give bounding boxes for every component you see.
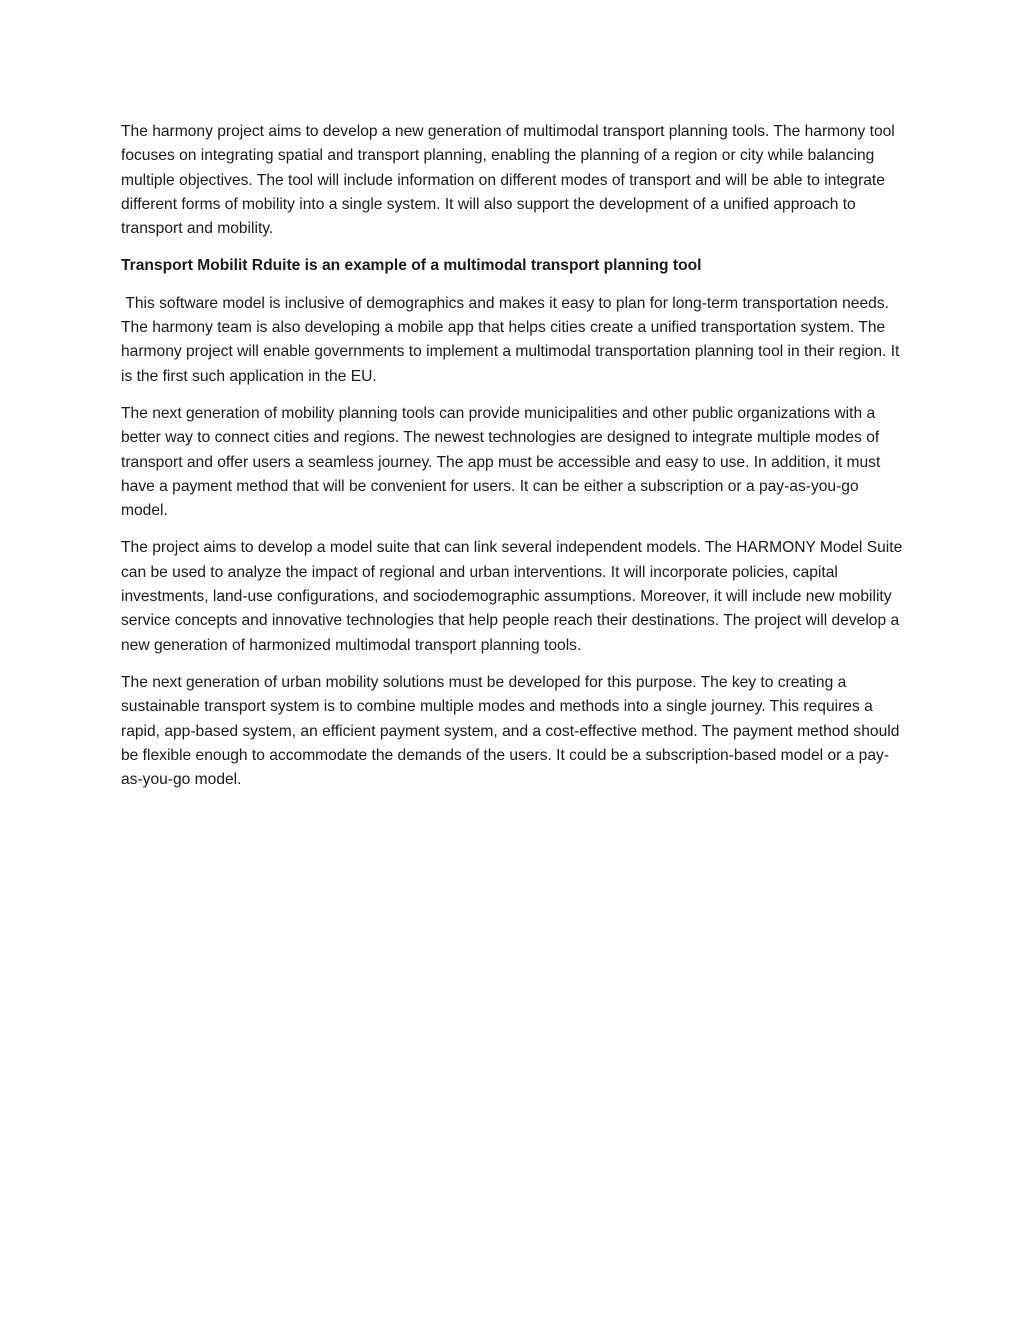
paragraph-next-generation-tools: The next generation of mobility planning tools can provide municipalities and other public organizations with a better way to connect cities and regions. The newest technologies are designed to integrate multiple modes of transport and offer users a seamless journey. The app must be accessible and easy to use. In addition, it must have a payment method that will be convenient for users. It can be either a subscription or a pay-as-you-go model.: [121, 404, 881, 520]
section-heading: Transport Mobilit Rduite is an example of a multimodal transport planning tool: [121, 257, 702, 275]
document-body: [121, 120, 907, 805]
paragraph-urban-mobility: The next generation of urban mobility solutions must be developed for this purpose. The key to creating a sustainable transport system is to combine multiple modes and methods into a single journey. This requires a rapid, app-based system, an efficient payment system, and a cost-effective method. The payment method should be flexible enough to accommodate the demands of the users. It could be a subscription-based model or a pay-as-you-go model.: [121, 673, 900, 789]
paragraph-model-suite: The project aims to develop a model suite that can link several independent models. The HARMONY Model Suite can be used to analyze the impact of regional and urban interventions. It will incorporate policies, capital investments, land-use configurations, and sociodemographic assumptions. Moreover, it will include new mobility service concepts and innovative technologies that help people reach their destinations. The project will develop a new generation of harmonized multimodal transport planning tools.: [121, 539, 903, 654]
paragraph-intro: The harmony project aims to develop a new generation of multimodal transport planning tools. The harmony tool focuses on integrating spatial and transport planning, enabling the planning of a region or city while balancing multiple objectives. The tool will include information on different modes of transport and will be able to integrate different forms of mobility into a single system. It will also support the development of a unified approach to transport and mobility.: [121, 123, 895, 238]
paragraph-software-model: This software model is inclusive of demographics and makes it easy to plan for long-term transportation needs. The harmony team is also developing a mobile app that helps cities create a unified transportation system. The harmony project will enable governments to implement a multimodal transportation planning tool in their region. It is the first such application in the EU.: [121, 294, 904, 385]
